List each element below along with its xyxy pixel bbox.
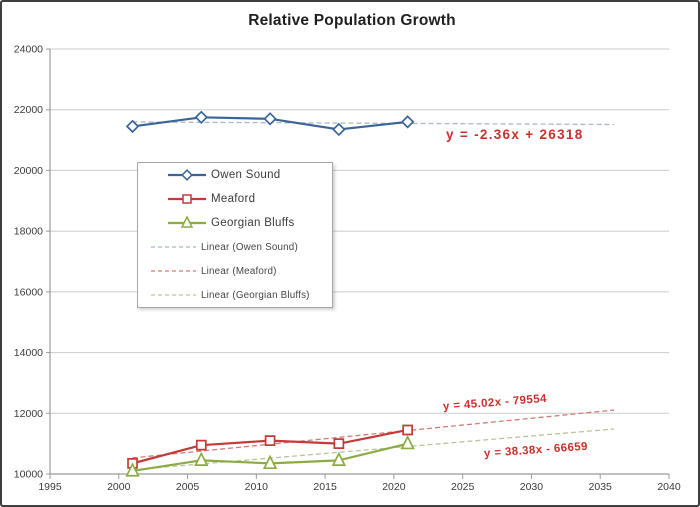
svg-text:2005: 2005 — [175, 481, 200, 493]
legend-label: Linear (Georgian Bluffs) — [201, 289, 310, 301]
svg-text:16000: 16000 — [13, 286, 43, 299]
legend-item-meaford — [138, 187, 332, 211]
trendline-equation-georgian-bluffs: y = 38.38x - 66659 — [483, 440, 589, 460]
linear-meaford-dash-swatch-icon — [151, 263, 196, 279]
legend-item-linear-owen-sound — [138, 235, 332, 259]
legend-item-georgian-bluffs — [138, 211, 332, 235]
svg-text:12000: 12000 — [13, 407, 43, 420]
svg-text:24000: 24000 — [13, 43, 43, 56]
legend-label: Linear (Owen Sound) — [201, 241, 298, 253]
svg-text:2015: 2015 — [313, 481, 337, 493]
svg-text:14000: 14000 — [13, 347, 43, 360]
legend-item-owen-sound — [138, 163, 332, 187]
svg-text:2025: 2025 — [450, 481, 475, 493]
legend-label: Owen Sound — [211, 169, 281, 181]
trendline-equation-owen-sound: y = -2.36x + 26318 — [446, 127, 584, 142]
svg-text:20000: 20000 — [13, 164, 43, 177]
legend-item-linear-meaford — [138, 259, 332, 283]
svg-text:2040: 2040 — [657, 481, 681, 493]
legend-label: Georgian Bluffs — [211, 217, 295, 229]
svg-text:22000: 22000 — [13, 104, 43, 117]
chart-title: Relative Population Growth — [248, 12, 456, 29]
svg-text:18000: 18000 — [13, 225, 43, 238]
svg-text:10000: 10000 — [13, 468, 43, 481]
linear-georgian-bluffs-dash-swatch-icon — [151, 287, 196, 303]
svg-text:2030: 2030 — [519, 481, 544, 493]
svg-text:2010: 2010 — [244, 481, 269, 493]
owen-sound-line-swatch-icon — [168, 167, 206, 183]
georgian-bluffs-line-swatch-icon — [168, 215, 206, 231]
svg-text:1995: 1995 — [38, 481, 62, 493]
svg-text:2000: 2000 — [107, 481, 131, 493]
svg-text:2035: 2035 — [588, 481, 612, 493]
series-owen-sound — [127, 112, 413, 135]
svg-text:2020: 2020 — [382, 481, 406, 493]
meaford-line-swatch-icon — [168, 191, 206, 207]
chart-canvas — [2, 2, 700, 507]
legend-label: Linear (Meaford) — [201, 265, 277, 277]
legend-label: Meaford — [211, 193, 256, 205]
legend-item-linear-georgian-bluffs — [138, 283, 332, 307]
legend — [137, 162, 333, 308]
x-axis-labels — [38, 481, 681, 493]
trendline-equation-meaford: y = 45.02x - 79554 — [442, 392, 548, 413]
linear-owen-sound-dash-swatch-icon — [151, 239, 196, 255]
y-axis-labels — [14, 44, 43, 481]
